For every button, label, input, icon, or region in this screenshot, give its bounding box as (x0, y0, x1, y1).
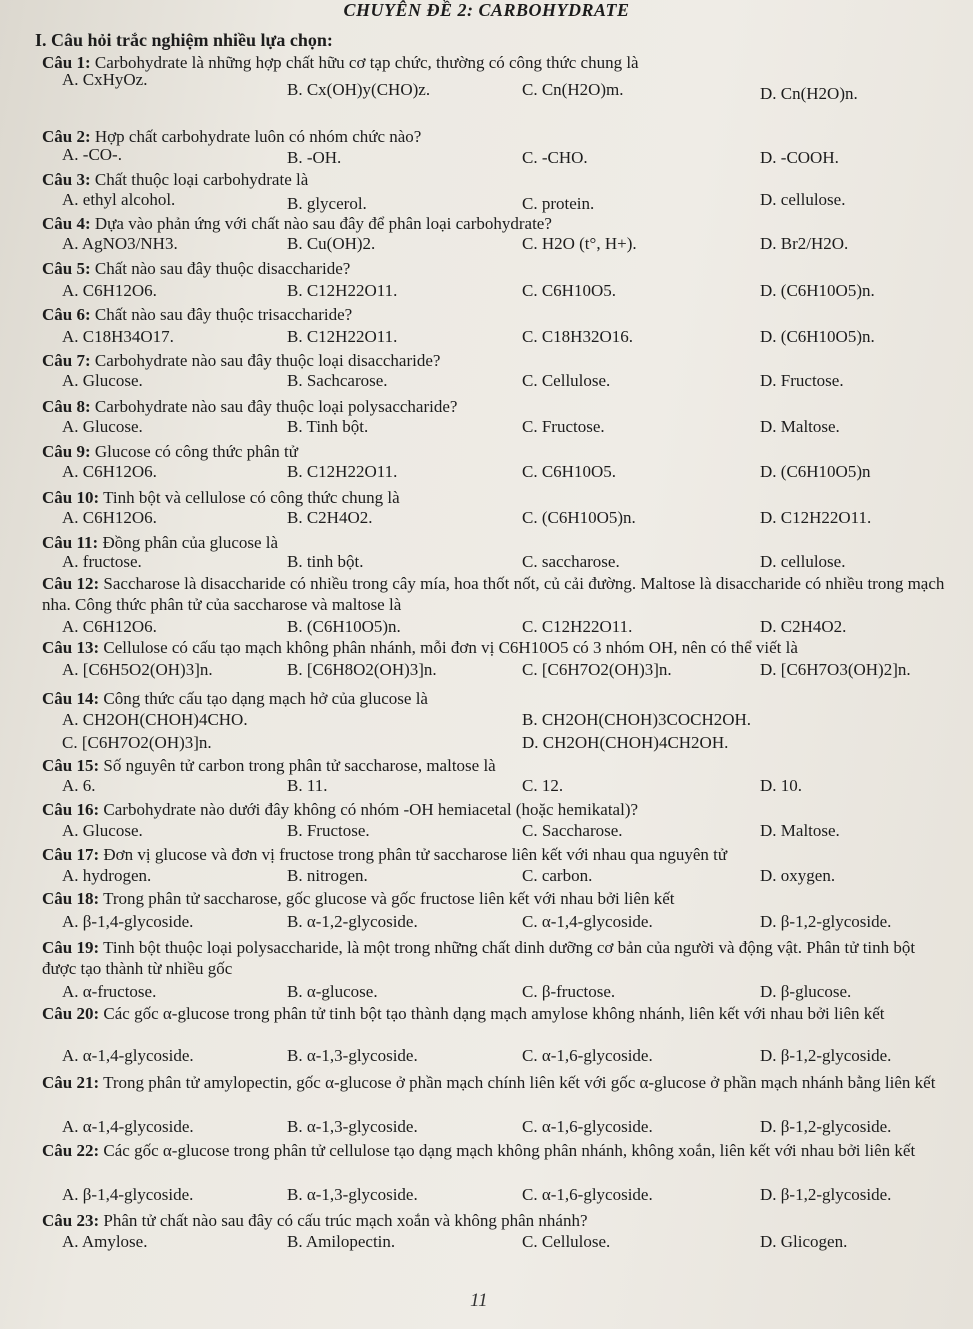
option-row (62, 1185, 952, 1207)
option-c[interactable]: C. α-1,6-glycoside. (522, 1046, 653, 1065)
option-b[interactable]: B. -OH. (287, 148, 342, 167)
option-b[interactable]: B. α-1,2-glycoside. (287, 912, 418, 931)
option-c[interactable]: C. α-1,6-glycoside. (522, 1185, 653, 1204)
question-label: Câu 6: (42, 305, 91, 324)
question-8 (42, 396, 952, 417)
question-label: Câu 20: (42, 1004, 100, 1023)
option-a[interactable]: A. C18H34O17. (62, 327, 174, 346)
option-a[interactable]: A. C6H12O6. (62, 462, 157, 481)
option-a[interactable]: A. β-1,4-glycoside. (62, 1185, 194, 1204)
option-c[interactable]: C. Cellulose. (522, 371, 611, 390)
option-a[interactable]: A. Glucose. (62, 821, 143, 840)
option-d[interactable]: D. cellulose. (760, 552, 846, 571)
option-b[interactable]: B. C2H4O2. (287, 508, 373, 527)
question-text: Tinh bột và cellulose có công thức chung là (99, 488, 400, 507)
question-7 (42, 350, 952, 371)
option-a[interactable]: A. α-1,4-glycoside. (62, 1046, 194, 1065)
option-d[interactable]: D. C2H4O2. (760, 617, 847, 636)
option-d[interactable]: D. Cn(H2O)n. (760, 84, 858, 103)
option-row (62, 1232, 952, 1254)
question-text: Số nguyên tử carbon trong phân tử saccharose, maltose là (99, 756, 496, 775)
option-d[interactable]: D. cellulose. (760, 190, 846, 209)
option-row (62, 327, 952, 349)
question-label: Câu 13: (42, 638, 100, 657)
question-text: Các gốc α-glucose trong phân tử cellulose tạo dạng mạch không phân nhánh, không xoắn, liên kết với nhau bởi liên kết (99, 1141, 916, 1160)
option-d[interactable]: D. [C6H7O3(OH)2]n. (760, 660, 911, 679)
option-b[interactable]: B. α-1,3-glycoside. (287, 1117, 418, 1136)
question-label: Câu 7: (42, 351, 91, 370)
option-c[interactable]: C. C18H32O16. (522, 327, 633, 346)
question-18 (42, 888, 952, 909)
question-text: Phân tử chất nào sau đây có cấu trúc mạch xoắn và không phân nhánh? (99, 1211, 588, 1230)
question-label: Câu 11: (42, 533, 99, 552)
option-row (62, 982, 952, 1004)
option-c[interactable]: C. Saccharose. (522, 821, 623, 840)
question-text: Carbohydrate nào dưới đây không có nhóm -OH hemiacetal (hoặc hemikatal)? (99, 800, 639, 819)
question-10 (42, 487, 952, 508)
question-text: Các gốc α-glucose trong phân tử tinh bột tạo thành dạng mạch amylose không nhánh, liên kết với nhau bởi liên kết (99, 1004, 885, 1023)
question-label: Câu 17: (42, 845, 100, 864)
question-20 (42, 1003, 952, 1024)
option-a[interactable]: A. AgNO3/NH3. (62, 234, 178, 253)
question-text: Trong phân tử amylopectin, gốc α-glucose ở phần mạch chính liên kết với gốc α-glucose ở phần mạch nhánh bằng liên kết (99, 1073, 936, 1092)
question-19 (42, 937, 952, 979)
option-c[interactable]: C. 12. (522, 776, 564, 795)
question-text: Chất nào sau đây thuộc disaccharide? (90, 259, 351, 278)
option-a[interactable]: A. α-fructose. (62, 982, 157, 1001)
option-row (62, 912, 952, 934)
option-b[interactable]: B. glycerol. (287, 194, 367, 213)
option-b[interactable]: B. Sachcarose. (287, 371, 388, 390)
option-a[interactable]: A. C6H12O6. (62, 508, 157, 527)
option-d[interactable]: D. -COOH. (760, 148, 839, 167)
option-row (62, 552, 952, 574)
option-row (62, 462, 952, 484)
question-text: Công thức cấu tạo dạng mạch hở của glucose là (99, 689, 428, 708)
option-d[interactable]: D. Maltose. (760, 417, 840, 436)
option-a[interactable]: A. fructose. (62, 552, 142, 571)
option-row (62, 617, 952, 639)
option-b[interactable]: B. Tinh bột. (287, 417, 369, 436)
option-b[interactable]: B. α-1,3-glycoside. (287, 1046, 418, 1065)
question-6 (42, 304, 952, 325)
option-b[interactable]: B. Cx(OH)y(CHO)z. (287, 80, 431, 99)
question-16 (42, 799, 952, 820)
option-d[interactable]: D. β-1,2-glycoside. (760, 1046, 892, 1065)
question-text: Glucose có công thức phân tử (90, 442, 298, 461)
option-row (62, 148, 952, 170)
question-label: Câu 18: (42, 889, 100, 908)
question-11 (42, 532, 952, 553)
option-b[interactable]: B. Cu(OH)2. (287, 234, 376, 253)
question-label: Câu 15: (42, 756, 100, 775)
question-label: Câu 3: (42, 170, 91, 189)
option-row (62, 733, 952, 755)
option-a[interactable]: A. Glucose. (62, 417, 143, 436)
question-text: Dựa vào phản ứng với chất nào sau đây để phân loại carbohydrate? (90, 214, 552, 233)
option-b[interactable]: B. α-glucose. (287, 982, 378, 1001)
option-b[interactable]: B. Fructose. (287, 821, 370, 840)
question-23 (42, 1210, 952, 1231)
question-22 (42, 1140, 952, 1161)
option-row (62, 371, 952, 393)
option-c[interactable]: C. α-1,4-glycoside. (522, 912, 653, 931)
question-label: Câu 1: (42, 53, 91, 72)
option-d[interactable]: D. oxygen. (760, 866, 836, 885)
question-text: Carbohydrate nào sau đây thuộc loại disaccharide? (90, 351, 441, 370)
page-title: CHUYÊN ĐỀ 2: CARBOHYDRATE (343, 0, 630, 20)
option-c[interactable]: C. C12H22O11. (522, 617, 633, 636)
question-label: Câu 4: (42, 214, 91, 233)
question-9 (42, 441, 952, 462)
question-text: Carbohydrate nào sau đây thuộc loại polysaccharide? (90, 397, 458, 416)
question-text: Carbohydrate là những hợp chất hữu cơ tạp chức, thường có công thức chung là (90, 53, 639, 72)
option-a[interactable]: A. ethyl alcohol. (62, 190, 176, 209)
question-21 (42, 1072, 952, 1093)
question-5 (42, 258, 952, 279)
question-text: Tinh bột thuộc loại polysaccharide, là một trong những chất dinh dưỡng cơ bản của người và động vật. Phân tử tinh bột được tạo thành từ nhiều gốc (42, 938, 916, 978)
question-label: Câu 8: (42, 397, 91, 416)
question-15 (42, 755, 952, 776)
option-row (62, 1046, 952, 1068)
option-a[interactable]: A. CxHyOz. (62, 70, 148, 89)
question-text: Đồng phân của glucose là (98, 533, 279, 552)
section-heading: I. Câu hỏi trắc nghiệm nhiều lựa chọn: (35, 30, 333, 50)
option-c[interactable]: C. C6H10O5. (522, 281, 616, 300)
option-b[interactable]: B. CH2OH(CHOH)3COCH2OH. (522, 710, 752, 729)
option-d[interactable]: D. (C6H10O5)n. (760, 327, 875, 346)
option-d[interactable]: D. (C6H10O5)n. (760, 281, 875, 300)
option-d[interactable]: D. CH2OH(CHOH)4CH2OH. (522, 733, 729, 752)
option-a[interactable]: A. Glucose. (62, 371, 143, 390)
question-text: Chất thuộc loại carbohydrate là (90, 170, 309, 189)
question-text: Cellulose có cấu tạo mạch không phân nhánh, mỗi đơn vị C6H10O5 có 3 nhóm OH, nên có thể viết là (99, 638, 798, 657)
option-b[interactable]: B. Amilopectin. (287, 1232, 396, 1251)
option-row (62, 190, 952, 212)
option-row (62, 417, 952, 439)
option-row (62, 660, 952, 682)
question-text: Chất nào sau đây thuộc trisaccharide? (90, 305, 353, 324)
question-4 (42, 213, 952, 234)
option-row (62, 508, 952, 530)
option-a[interactable]: A. CH2OH(CHOH)4CHO. (62, 710, 248, 729)
option-a[interactable]: A. C6H12O6. (62, 281, 157, 300)
page-number: 11 (470, 1290, 488, 1311)
option-d[interactable]: D. (C6H10O5)n (760, 462, 871, 481)
question-2 (42, 126, 952, 147)
option-row (62, 234, 952, 256)
question-text: Trong phân tử saccharose, gốc glucose và gốc fructose liên kết với nhau bởi liên kết (99, 889, 675, 908)
option-c[interactable]: C. Fructose. (522, 417, 605, 436)
question-3 (42, 169, 952, 190)
option-row (62, 866, 952, 888)
question-text: Đơn vị glucose và đơn vị fructose trong phân tử saccharose liên kết với nhau qua nguyên tử (99, 845, 728, 864)
option-c[interactable]: C. protein. (522, 194, 595, 213)
option-row (62, 1117, 952, 1139)
question-label: Câu 21: (42, 1073, 100, 1092)
question-label: Câu 23: (42, 1211, 100, 1230)
option-d[interactable]: D. Glicogen. (760, 1232, 848, 1251)
option-d[interactable]: D. Fructose. (760, 371, 844, 390)
option-d[interactable]: D. β-glucose. (760, 982, 852, 1001)
option-row (62, 84, 952, 106)
option-b[interactable]: B. [C6H8O2(OH)3]n. (287, 660, 437, 679)
option-c[interactable]: C. Cn(H2O)m. (522, 80, 624, 99)
option-c[interactable]: C. (C6H10O5)n. (522, 508, 636, 527)
option-c[interactable]: C. saccharose. (522, 552, 620, 571)
option-d[interactable]: D. 10. (760, 776, 803, 795)
option-b[interactable]: B. C12H22O11. (287, 327, 398, 346)
question-label: Câu 16: (42, 800, 100, 819)
question-text: Saccharose là disaccharide có nhiều trong cây mía, hoa thốt nốt, củ cải đường. Maltose là disaccharide có nhiều trong mạch nha. Công thức phân tử của saccharose và maltose là (42, 574, 945, 614)
option-b[interactable]: B. α-1,3-glycoside. (287, 1185, 418, 1204)
option-c[interactable]: C. Cellulose. (522, 1232, 611, 1251)
option-b[interactable]: B. tinh bột. (287, 552, 364, 571)
option-a[interactable]: A. α-1,4-glycoside. (62, 1117, 194, 1136)
option-c[interactable]: C. H2O (t°, H+). (522, 234, 637, 253)
option-b[interactable]: B. C12H22O11. (287, 462, 398, 481)
option-b[interactable]: B. C12H22O11. (287, 281, 398, 300)
option-d[interactable]: D. C12H22O11. (760, 508, 872, 527)
option-d[interactable]: D. β-1,2-glycoside. (760, 912, 892, 931)
option-c[interactable]: C. [C6H7O2(OH)3]n. (522, 660, 672, 679)
option-a[interactable]: A. C6H12O6. (62, 617, 157, 636)
option-a[interactable]: A. β-1,4-glycoside. (62, 912, 194, 931)
option-d[interactable]: D. β-1,2-glycoside. (760, 1185, 892, 1204)
question-label: Câu 5: (42, 259, 91, 278)
question-label: Câu 10: (42, 488, 100, 507)
option-b[interactable]: B. nitrogen. (287, 866, 368, 885)
question-label: Câu 12: (42, 574, 100, 593)
question-label: Câu 19: (42, 938, 100, 957)
option-a[interactable]: A. [C6H5O2(OH)3]n. (62, 660, 213, 679)
option-a[interactable]: A. hydrogen. (62, 866, 152, 885)
option-c[interactable]: C. α-1,6-glycoside. (522, 1117, 653, 1136)
question-label: Câu 9: (42, 442, 91, 461)
option-d[interactable]: D. β-1,2-glycoside. (760, 1117, 892, 1136)
option-d[interactable]: D. Br2/H2O. (760, 234, 849, 253)
option-row (62, 776, 952, 798)
option-c[interactable]: C. C6H10O5. (522, 462, 616, 481)
option-c[interactable]: C. β-fructose. (522, 982, 616, 1001)
question-13 (42, 637, 952, 658)
option-d[interactable]: D. Maltose. (760, 821, 840, 840)
option-c[interactable]: C. [C6H7O2(OH)3]n. (62, 733, 212, 752)
option-row (62, 281, 952, 303)
option-c[interactable]: C. -CHO. (522, 148, 588, 167)
option-row (62, 821, 952, 843)
option-a[interactable]: A. -CO-. (62, 145, 122, 164)
question-14 (42, 688, 952, 709)
option-a[interactable]: A. 6. (62, 776, 96, 795)
option-b[interactable]: B. 11. (287, 776, 328, 795)
question-label: Câu 14: (42, 689, 100, 708)
option-c[interactable]: C. carbon. (522, 866, 593, 885)
question-17 (42, 844, 952, 865)
option-b[interactable]: B. (C6H10O5)n. (287, 617, 401, 636)
option-a[interactable]: A. Amylose. (62, 1232, 148, 1251)
question-label: Câu 22: (42, 1141, 100, 1160)
question-label: Câu 2: (42, 127, 91, 146)
option-row (62, 710, 952, 732)
question-text: Hợp chất carbohydrate luôn có nhóm chức nào? (90, 127, 422, 146)
question-12 (42, 573, 952, 615)
